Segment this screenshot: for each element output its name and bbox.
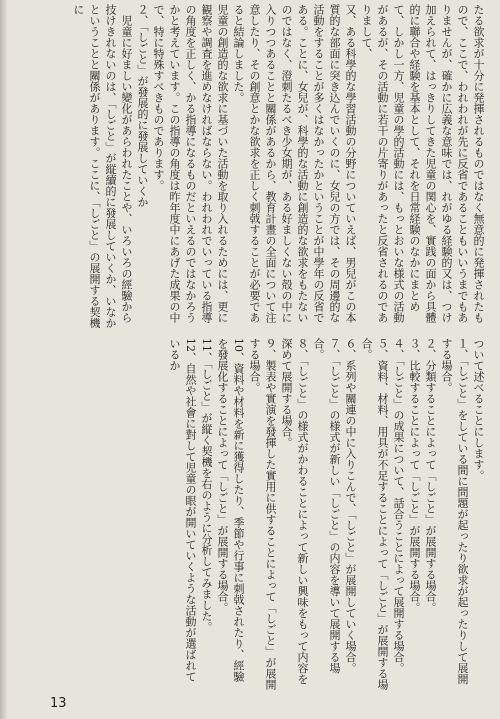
lower-text-block: ついて述べることにします。 １、「しごと」をしている間に問題が起ったり欲求が起ったりして展開する場合。 ２、分類することによって「しごと」が展開する場合。 ３、比較することによって「しごと」が展開する場合。 ４、「しごと」の成果について、話合うことによって展開する場合。 ５、資料、材料、用具が不足することによって「しごと」が展開する場合。 ６、系列や關連の中に入りこんで、「しごと」が展開していく場合。 ７、「しごと」の様式が新しい「しごと」の内容を導いて展開する場合。 ８、「しごと」の様式がかわることによって新しい興味をもって内容を深めて展開する場合。 ９、製表や實演を發揮した實用に供することによって「しごと」が展開する場合。 10、資料や材料を新に獲得したり、季節や行事に刺戟されたり、經驗を發展化することによって「しごと」が展開する場合。 11、「しごと」が縦く契機を右のように分析してみました。 12、自然や社會に對して児童の眼が開いていくような活動が選ばれているか (168, 338, 485, 690)
page-number: 13 (50, 696, 67, 711)
upper-text-block: たる欲求が十分に発揮されるものではなく無意的に発揮されたもので、ここで、われわれが先に反省であることもいいうまでもありませんが、確かに広義な意味では、れがゆる経験的又は、つけ加えられて、はっきりしてきた児童の関心を、實践の面から具體的に聯合や経験を基本として、それを日常経験のなかにまとめて、しかし一方、児童の學的活動には、もっとおいな様式の活動があるが、その活動に若干の片寄りがあったと反省されるのでありまして、 又、ある科學的な學習活動の分野についていえば、男兒がこの本質的な部面に突き込んでいくのに、女兒の方では、その周邊的な活動をすることが多くはなかったかということが中學年の反省である。ことに、女兒が、科學的な活動に創造的な欲求をもたないのではなく、澄刺たるべき少女期が、ある好ましくない殻の中に入りつつあることと關係があるから、教育計畫の全面について注意したり、その創意とかな欲求を正しく刺戟することが必要であると結論しました。 児童の創造的な欲求に基づいた活動を取り入れるためには、更に観察や調査を進めなければならない。われわれでいっている指導の角度を正しく、かる指導になるものだといえるのではなかろうかと考えています。この指導の角度は昨年度中にあげた成果の中で、特に特殊すべきものであります。 ２、「しごと」が發展的に發展していくか 児童に好ましい變化があらわれたことや、いろいろの經驗から技けきれないのは、「しごと」が縦續的に發展していくか、いなかということと關係があります。ここに、「しごと」の展開する契機に (72, 4, 485, 329)
binding-shadow (0, 0, 8, 719)
